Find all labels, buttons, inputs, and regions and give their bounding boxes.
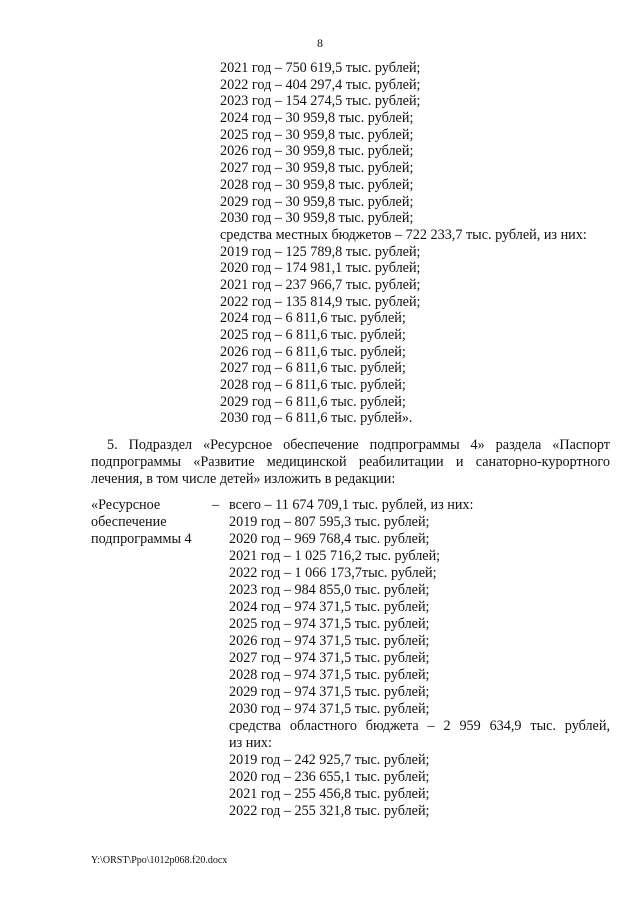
label-line: подпрограммы 4 <box>91 531 192 547</box>
page-number: 8 <box>317 36 323 50</box>
list-item: 2025 год – 974 371,5 тыс. рублей; <box>229 616 430 632</box>
local-budget-breakdown <box>220 60 587 427</box>
resource-label <box>91 497 192 548</box>
list-item: 2022 год – 255 321,8 тыс. рублей; <box>229 803 430 819</box>
list-item: 2027 год – 30 959,8 тыс. рублей; <box>220 160 414 177</box>
list-item: 2024 год – 6 811,6 тыс. рублей; <box>220 310 406 327</box>
list-item: 2021 год – 255 456,8 тыс. рублей; <box>229 786 430 802</box>
separator-dash: – <box>212 497 220 513</box>
local-budgets-total: средства местных бюджетов – 722 233,7 тыс. рублей, из них: <box>220 226 587 243</box>
list-item: 2030 год – 30 959,8 тыс. рублей; <box>220 210 414 227</box>
list-item: 2029 год – 6 811,6 тыс. рублей; <box>220 393 406 410</box>
list-item: 2028 год – 6 811,6 тыс. рублей; <box>220 377 406 394</box>
label-line: обеспечение <box>91 514 167 530</box>
resource-breakdown <box>229 497 610 820</box>
paragraph-line: 5. Подраздел «Ресурсное обеспечение подпрограммы 4» раздела «Паспорт <box>107 437 610 453</box>
list-item: 2024 год – 30 959,8 тыс. рублей; <box>220 110 414 127</box>
list-item: 2021 год – 237 966,7 тыс. рублей; <box>220 276 421 293</box>
amendment-paragraph <box>91 437 610 488</box>
list-item: 2022 год – 404 297,4 тыс. рублей; <box>220 76 421 93</box>
list-item: 2027 год – 6 811,6 тыс. рублей; <box>220 360 406 377</box>
list-item: 2026 год – 30 959,8 тыс. рублей; <box>220 143 414 160</box>
list-item: 2030 год – 6 811,6 тыс. рублей». <box>220 410 413 427</box>
list-item: 2029 год – 974 371,5 тыс. рублей; <box>229 684 430 700</box>
list-item: 2019 год – 807 595,3 тыс. рублей; <box>229 514 430 530</box>
list-item: 2023 год – 984 855,0 тыс. рублей; <box>229 582 430 598</box>
list-item: 2028 год – 974 371,5 тыс. рублей; <box>229 667 430 683</box>
list-item: 2024 год – 974 371,5 тыс. рублей; <box>229 599 430 615</box>
total-line: всего – 11 674 709,1 тыс. рублей, из них: <box>229 497 474 513</box>
list-item: 2021 год – 750 619,5 тыс. рублей; <box>220 60 421 76</box>
list-item: 2023 год – 154 274,5 тыс. рублей; <box>220 93 421 110</box>
list-item: 2021 год – 1 025 716,2 тыс. рублей; <box>229 548 441 564</box>
file-path-footer: Y:\ORST\Ppo\1012p068.f20.docx <box>91 855 228 866</box>
list-item: 2029 год – 30 959,8 тыс. рублей; <box>220 193 414 210</box>
label-line: «Ресурсное <box>91 497 161 513</box>
list-item: 2019 год – 242 925,7 тыс. рублей; <box>229 752 430 768</box>
list-item: 2025 год – 30 959,8 тыс. рублей; <box>220 126 414 143</box>
list-item: 2028 год – 30 959,8 тыс. рублей; <box>220 176 414 193</box>
list-item: 2019 год – 125 789,8 тыс. рублей; <box>220 243 421 260</box>
list-item: 2030 год – 974 371,5 тыс. рублей; <box>229 701 430 717</box>
list-item: 2020 год – 174 981,1 тыс. рублей; <box>220 260 421 277</box>
list-item: 2020 год – 236 655,1 тыс. рублей; <box>229 769 430 785</box>
paragraph-line: подпрограммы «Развитие медицинской реабилитации и санаторно-курортного <box>91 454 610 470</box>
list-item: 2022 год – 1 066 173,7тыс. рублей; <box>229 565 437 581</box>
regional-budget-line: из них: <box>229 735 272 751</box>
list-item: 2020 год – 969 768,4 тыс. рублей; <box>229 531 430 547</box>
regional-budget-line: средства областного бюджета – 2 959 634,9 тыс. рублей, <box>229 718 610 734</box>
paragraph-line: лечения, в том числе детей» изложить в редакции: <box>91 471 396 487</box>
list-item: 2025 год – 6 811,6 тыс. рублей; <box>220 327 406 343</box>
list-item: 2026 год – 6 811,6 тыс. рублей; <box>220 343 406 360</box>
list-item: 2022 год – 135 814,9 тыс. рублей; <box>220 293 421 310</box>
list-item: 2026 год – 974 371,5 тыс. рублей; <box>229 633 430 649</box>
list-item: 2027 год – 974 371,5 тыс. рублей; <box>229 650 430 666</box>
